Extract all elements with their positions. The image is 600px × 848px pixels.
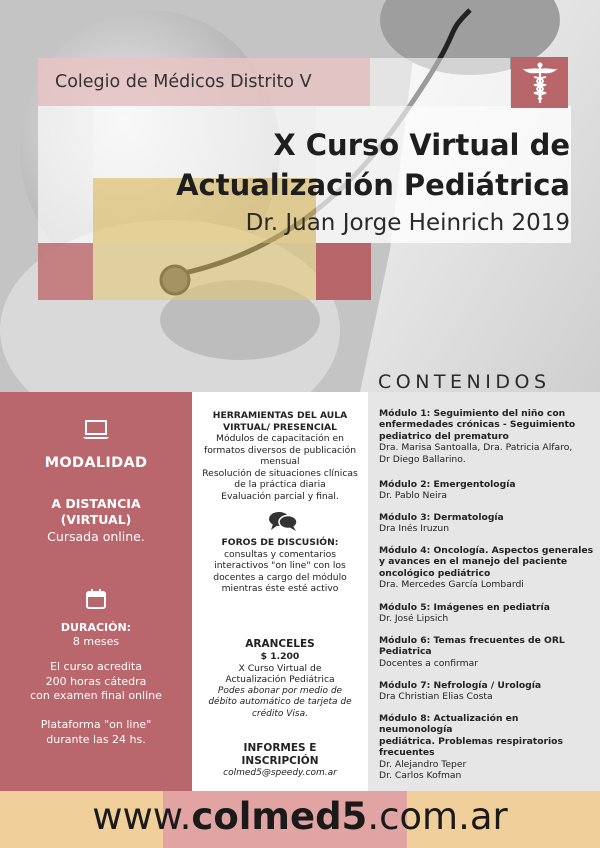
modulo-docente: Dr Diego Ballarino.	[379, 453, 466, 465]
acreditacion-line: El curso acredita	[50, 660, 142, 673]
url-prefix: www.	[92, 795, 192, 838]
foros-line: consultas y comentarios	[223, 548, 337, 560]
herramientas-section	[196, 410, 364, 502]
herramientas-line: formatos diversos de publicación	[203, 444, 357, 456]
acreditacion-line: con examen final online	[30, 689, 162, 702]
modulo-title: frecuentes	[379, 747, 435, 759]
modulo-item	[379, 479, 594, 502]
modalidad-title: MODALIDAD	[44, 455, 148, 471]
distancia-line: (VIRTUAL)	[60, 512, 132, 527]
logo	[511, 57, 568, 108]
herramientas-line: Evaluación parcial y final.	[221, 490, 339, 502]
website-url[interactable]	[0, 795, 600, 838]
herramientas-heading: HERRAMIENTAS DEL AULA	[212, 410, 348, 421]
modulo-item	[379, 635, 594, 669]
modulo-item	[379, 512, 594, 535]
course-title-line-1: X Curso Virtual de	[273, 128, 570, 162]
modulo-title: Módulo 2: Emergentología	[379, 479, 516, 490]
aranceles-line: X Curso Virtual de	[238, 662, 322, 674]
url-suffix: .com.ar	[367, 795, 508, 838]
modulo-docente: Dr. José Lipsich	[379, 613, 449, 625]
informes-section	[196, 742, 364, 780]
duracion-label: DURACIÓN:	[60, 621, 132, 634]
modulos-panel	[368, 392, 600, 791]
modulo-docente: Dr. Pablo Neira	[379, 490, 448, 502]
modulo-item	[379, 680, 594, 703]
decor-block	[370, 58, 510, 106]
foros-line: mientras éste esté activo	[221, 583, 339, 594]
decor-block	[38, 243, 93, 300]
foros-section	[196, 537, 364, 595]
foros-line: interactivos "on line" con los	[214, 560, 346, 571]
organization-name: Colegio de Médicos Distrito V	[55, 72, 312, 92]
aranceles-heading: ARANCELES	[245, 638, 315, 650]
herramientas-line: Resolución de situaciones clínicas	[202, 467, 358, 479]
modulo-item	[379, 545, 594, 591]
modulo-item	[379, 602, 594, 625]
aranceles-section	[196, 638, 364, 720]
modulo-title: Módulo 1: Seguimiento del niño con	[379, 408, 566, 419]
herramientas-line: Módulos de capacitación en	[216, 433, 344, 444]
modulo-item	[379, 408, 594, 465]
course-title-line-2: Actualización Pediátrica	[176, 168, 570, 202]
decor-block	[316, 243, 371, 300]
aranceles-payment-line: débito automático de tarjeta de	[208, 697, 352, 707]
contenidos-heading: CONTENIDOS	[378, 371, 551, 392]
modulo-docente: Docentes a confirmar	[379, 657, 478, 669]
contact-email[interactable]: colmed5@speedy.com.ar	[223, 768, 337, 778]
footer	[0, 791, 600, 848]
calendar-icon	[85, 588, 107, 610]
informes-heading: INSCRIPCIÓN	[241, 755, 319, 767]
modulo-item	[379, 713, 594, 781]
informes-heading: INFORMES E	[243, 742, 317, 754]
foros-heading: FOROS DE DISCUSIÓN:	[221, 537, 339, 548]
info-panel	[192, 392, 368, 791]
aranceles-payment-line: crédito Visa.	[251, 708, 309, 719]
modulo-docente: Dra Inés Iruzun	[379, 523, 450, 535]
chat-bubbles-icon	[268, 510, 298, 532]
modulo-title: Módulo 4: Oncología. Aspectos generales	[379, 545, 594, 556]
cursada-text: Cursada online.	[47, 529, 145, 544]
modulo-title: Módulo 3: Dermatología	[379, 512, 504, 523]
acreditacion-text	[0, 660, 192, 704]
modalidad-panel	[0, 392, 192, 791]
aranceles-price: $ 1.200	[260, 651, 300, 662]
modulo-title: y avances en el manejo del paciente	[379, 556, 568, 568]
herramientas-heading: VIRTUAL/ PRESENCIAL	[223, 421, 337, 433]
modulo-docente: Dra. Marisa Santoalla, Dra. Patricia Alfaro,	[379, 442, 573, 454]
plataforma-text	[0, 718, 192, 747]
laptop-icon	[82, 419, 110, 441]
herramientas-line: mensual	[260, 456, 300, 467]
herramientas-line: de la práctica diaria	[234, 479, 326, 490]
course-subtitle: Dr. Juan Jorge Heinrich 2019	[245, 210, 570, 236]
modulo-title: Pediatrica	[379, 646, 432, 658]
modulo-title: pediatrico del prematuro	[379, 430, 509, 442]
modulo-docente: Dra. Mercedes García Lombardi	[379, 579, 524, 591]
duracion-value: 8 meses	[72, 635, 120, 648]
modulo-docente: Dr. Carlos Kofman	[379, 770, 462, 782]
modulo-title: enfermedades crónicas - Seguimiento	[379, 419, 576, 431]
aranceles-line: Actualización Pediátrica	[225, 674, 335, 685]
aranceles-payment-line: Podes abonar por medio de	[217, 685, 343, 696]
modulo-title: Módulo 5: Imágenes en pediatría	[379, 602, 550, 613]
distancia-line: A DISTANCIA	[51, 496, 141, 511]
plataforma-line: Plataforma "on line"	[40, 718, 152, 731]
modulo-docente: Dr. Alejandro Teper	[379, 758, 467, 770]
modulo-docente: Dra Christian Elias Costa	[379, 691, 493, 703]
modulo-title: Módulo 6: Temas frecuentes de ORL	[379, 635, 565, 646]
caduceus-icon	[520, 61, 560, 105]
foros-line: docentes a cargo del módulo	[213, 571, 347, 583]
plataforma-line: durante las 24 hs.	[46, 732, 146, 746]
modulo-title: pediátrica. Problemas respiratorios	[379, 735, 563, 747]
acreditacion-line: 200 horas cátedra	[45, 674, 147, 688]
hero-banner	[0, 0, 600, 392]
modalidad-distancia	[0, 496, 192, 528]
modulo-title: Módulo 7: Nefrología / Urología	[379, 680, 542, 691]
modulo-title: Módulo 8: Actualización en neumonología	[379, 713, 519, 736]
modulo-title: oncológico pediátrico	[379, 567, 491, 579]
url-brand: colmed5	[191, 795, 368, 838]
decor-block	[38, 106, 93, 243]
